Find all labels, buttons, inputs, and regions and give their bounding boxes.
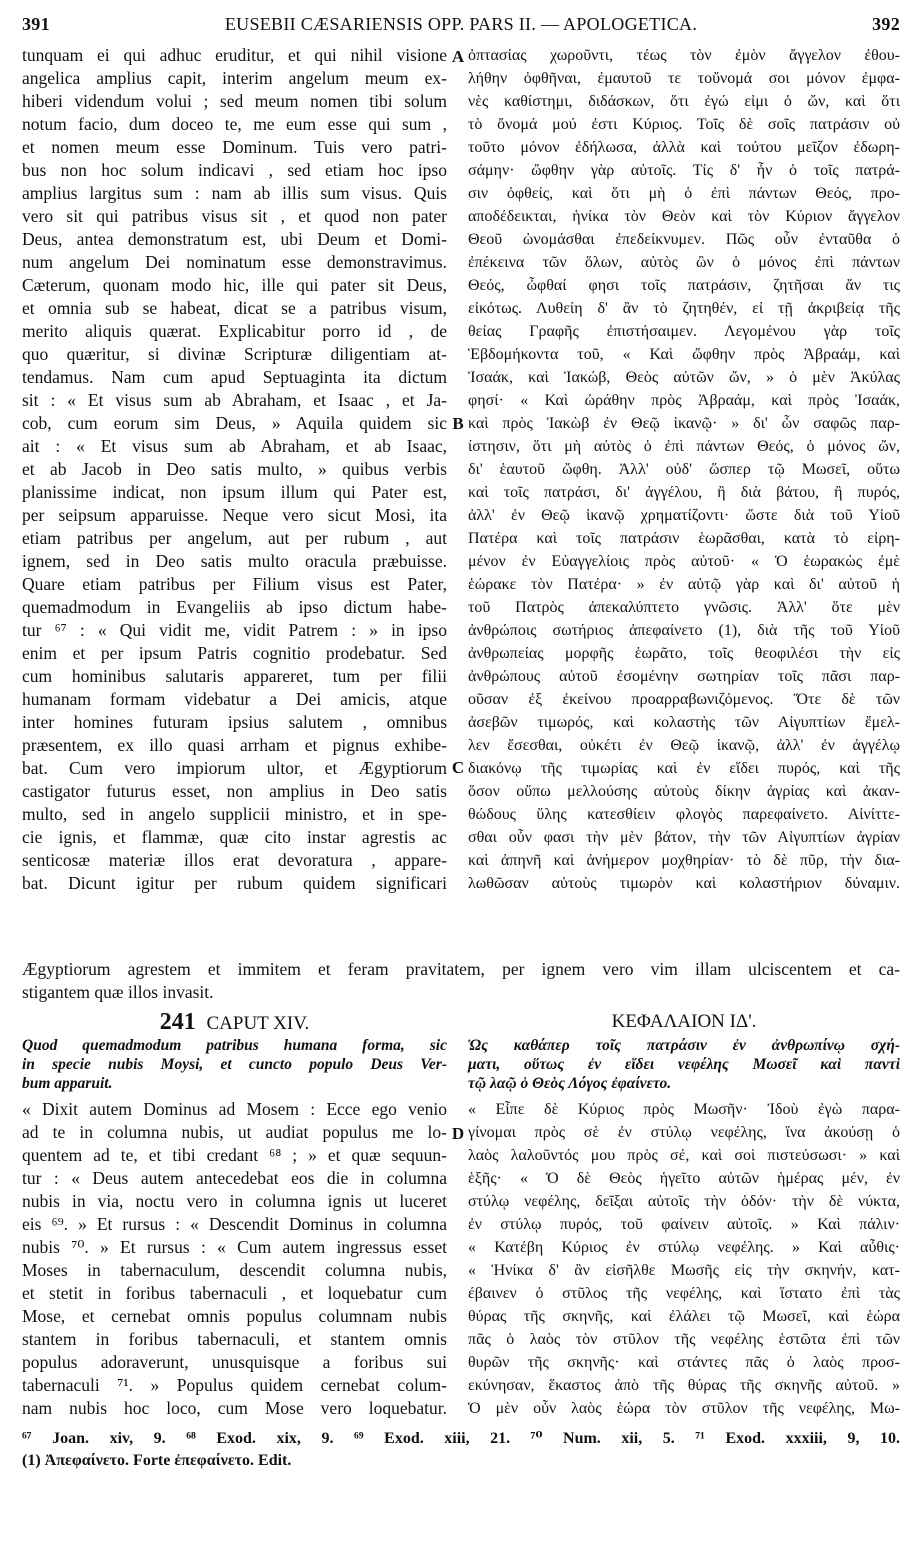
text-line: nam nubis hoc loco, cum Mose vero loquebatur. [22,1398,447,1418]
text-line: tur ⁶⁷ : « Qui vidit me, vidit Patrem : » in ipso [22,620,447,640]
full-width-line: Ægyptiorum agrestem et immitem et feram pravitatem, per ignem vero vim illam ulciscentem et ca- [22,959,900,979]
text-line: Moses in tabernaculum, descendit columna nubis, [22,1260,447,1280]
column-number: 241 [159,1009,196,1035]
text-line: μένον ἐν Εὐαγγελίοις πρὸς αὐτοῦ· « Ὁ ἑωρακὼς ἐμὲ [468,553,900,570]
latin-column-upper [22,44,447,895]
text-line: tur : « Deus autem antecedebat eos die in columna [22,1168,447,1188]
text-line: ἑώρακε τὸν Πατέρα· » ἐν αὐτῷ γὰρ καὶ δι' αὐτοῦ ἡ [468,576,900,593]
text-line: « Κατέβη Κύριος ἐν στύλῳ νεφέλης. » Καὶ αὖθις· [468,1239,900,1256]
text-line: cob, cum eorum sim Deus, » Aquila quidem sic [22,413,447,433]
text-line: quo quæritur, si divinæ Scripturæ diligentiam at- [22,344,447,364]
subtitle-line: ματι, οὕτως ἐν εἴδει νεφέλης Μωσεῖ καὶ παντὶ [468,1056,900,1073]
text-line: cie ignis, et flammæ, quæ cito instar agrestis ac [22,827,447,847]
text-line: « Εἶπε δὲ Κύριος πρὸς Μωσῆν· Ἰδοὺ ἐγὼ παρα- [468,1101,900,1118]
section-letter-a: A [451,47,465,66]
text-line: senticosæ materiæ illos erat devoratura , appare- [22,850,447,870]
full-width-line: stigantem quæ illos invasit. [22,982,214,1002]
text-line: καὶ πρὸς Ἰακὼβ ἐν Θεῷ ἱκανῷ· » δι' ὧν σαφῶς παρ- [468,415,900,432]
greek-column-upper [468,44,900,895]
text-line: bus non hoc solum indicavi , sed etiam hoc ipso [22,160,447,180]
section-letter-d: D [451,1124,465,1143]
text-line: τὸ ὄνομά μού ἐστι Κύριος. Τοῖς δὲ σοῖς πατράσιν οὐ [468,116,900,133]
text-line: bat. Dicunt igitur per rubum quidem significari [22,873,447,893]
text-line: stantem in foribus tabernaculi, et stantem omnis [22,1329,447,1349]
text-line: notum facio, dum doceo te, me eum esse qui sum , [22,114,447,134]
text-line: εκύνησαν, ἕκαστος ἀπὸ τῆς θύρας τῆς σκηνῆς αὐτοῦ. » [468,1377,900,1394]
text-line: quemadmodum in Evangeliis ab ipso dictum habe- [22,597,447,617]
section-letter-c: C [451,758,465,777]
text-line: οῦσαν ἐξ ἐκείνου προαρραβωνιζόμενος. Ὅτε δὲ τῶν [468,691,900,708]
text-line: num angelum Dei nominatum esse demonstravimus. [22,252,447,272]
text-line: castigator futurus esset, non amplius in Deo satis [22,781,447,801]
text-line: σάμην· ὤφθην γὰρ αὐτοῖς. Τίς δ' ἦν ὁ τοῖς πατρά- [468,162,900,179]
text-line: inter homines futuram ipsius salutem , omnibus [22,712,447,732]
text-line: θώδους ὕλης κατεσθίειν φλογὸς παρεφαίνετο. Αἰνίττε- [468,806,900,823]
text-line: Quare etiam patribus per Filium visus est Pater, [22,574,447,594]
subtitle-line: in specie nubis Moysi, et cuncto populo Deus Ver- [22,1056,447,1073]
chapter-title-greek: ΚΕΦΑΛΑΙΟΝ ΙΔ'. [611,1011,757,1032]
text-line: etiam patribus per angelum, aut per rubum , aut [22,528,447,548]
text-line: ὅσον οὔπω μελλούσης αὐτοὺς δίκην ἀγρίας καὶ ἀκαν- [468,783,900,800]
text-line: πᾶς ὁ λαὸς τὸν στῦλον τῆς νεφέλης ἑστῶτα ἐπὶ τῶν [468,1331,900,1348]
text-line: tendamus. Nam cum apud Septuaginta ita dictum [22,367,447,387]
text-line: merito aliquis quærat. Explicabitur porro id , de [22,321,447,341]
text-line: sit : « Et visus sum ab Abraham, et Isaac , et Ja- [22,390,447,410]
text-line: Θεός, ὦφθαί φησι τοῖς πατράσιν, ζητῆσαι ἄν τις [468,277,900,294]
text-line: δι' ἑαυτοῦ ὤφθη. Ἀλλ' οὐδ' ὥσπερ τῷ Μωσεῖ, οὕτω [468,461,900,478]
chapter-title: CAPUT XIV. [206,1013,310,1034]
subtitle-line: Quod quemadmodum patribus humana forma, sic [22,1037,447,1054]
text-line: nubis in via, noctu vero in columna ignis ut luceret [22,1191,447,1211]
text-line: « Dixit autem Dominus ad Mosem : Ecce ego venio [22,1099,447,1119]
text-line: φησί· « Καὶ ὠράθην πρὸς Ἀβραάμ, καὶ πρὸς Ἰσαάκ, [468,392,900,409]
text-line: Ἑβδομήκοντα τοῦ, « Καὶ ὤφθην πρὸς Ἀβραάμ, καὶ [468,346,900,363]
chapter-subtitle [22,1036,447,1093]
page-number-left: 391 [22,14,50,34]
text-line: « Ἡνίκα δ' ἂν εἰσῆλθε Μωσῆς εἰς τὴν σκηνήν, κατ- [468,1262,900,1279]
text-line: σιν ὀφθείς, καὶ ὅτι μὴ ὁ ἐπὶ πάντων Θεός, προ- [468,185,900,202]
text-line: καὶ τοῖς πατράσι, δι' ἀγγέλου, ἢ διὰ βάτου, ἢ πυρός, [468,484,900,501]
text-line: λήθην ὀφθῆναι, ἐμαυτοῦ τε τοὔνομά σοι μόνον ἐμφα- [468,70,900,87]
text-line: et ab Jacob in Deo satis multo, » quibus verbis [22,459,447,479]
text-line: cum hominibus salutaris appareret, tum per filii [22,666,447,686]
text-line: quentem ad te, et tibi credant ⁶⁸ ; » et quæ sequun- [22,1145,447,1165]
subtitle-line: Ὡς καθάπερ τοῖς πατράσιν ἐν ἀνθρωπίνῳ σχή- [468,1037,900,1054]
text-line: præsentem, ex illo quasi arrham et pignus exhibe- [22,735,447,755]
latin-column-lower [22,1098,447,1420]
text-line: Ὁ μὲν οὖν λαὸς ἑώρα τὸν στῦλον τῆς νεφέλης, Μω- [468,1400,900,1417]
text-line: ἐπέκεινα τῶν ὅλων, αὐτὸς ὢν ὁ μόνος ἐπὶ πάντων [468,254,900,271]
page-number-right: 392 [872,14,900,34]
page-header [22,6,900,36]
section-letter-b: B [452,414,464,433]
footnote-line: ⁶⁷ Joan. xiv, 9. ⁶⁸ Exod. xix, 9. ⁶⁹ Exod. xiii, 21. ⁷⁰ Num. xii, 5. ⁷¹ Exod. xxxiii, 9, 10. [22,1430,900,1447]
text-line: et omnia sub se habeat, dicat se a patribus visum, [22,298,447,318]
subtitle-line: bum apparuit. [22,1075,113,1092]
text-line: έβαινεν ὁ στῦλος τῆς νεφέλης, καὶ ἵστατο ἐπὶ τὰς [468,1285,900,1302]
text-line: nubis ⁷⁰. » Et rursus : « Cum autem ingressus esset [22,1237,447,1257]
text-line: τοῦ Πατρὸς ἀπεκαλύπτετο γνῶσις. Ἀλλ' ὅτε μὲν [468,599,900,616]
text-line: γίνομαι πρὸς σὲ ἐν στύλῳ νεφέλης, ἵνα ἀκούσῃ ὁ [468,1124,900,1141]
text-line: Πατέρα καὶ τοῖς πατράσιν ἑωρᾶσθαι, κατὰ τὸ εἰρη- [468,530,900,547]
text-line: θυρῶν τῆς σκηνῆς· καὶ στάντες πᾶς ὁ λαὸς προσ- [468,1354,900,1371]
chapter-latin-heading [22,1008,447,1093]
text-line: τοῦτο μόνον ἐδήλωσα, ἀλλὰ καὶ τούτου μεῖζον ἐδωρη- [468,139,900,156]
text-line: humanam formam videbatur a Dei amicis, atque [22,689,447,709]
text-line: ἐν στύλῳ πυρός, τοῦ φαίνειν αὐτοῖς. » Καὶ πάλιν· [468,1216,900,1233]
chapter-greek-heading [468,1008,900,1093]
text-line: ἑξῆς· « Ὁ δὲ Θεὸς ἡγεῖτο αὐτῶν ἡμέρας μέν, ἐν [468,1170,900,1187]
text-line: ἀνθρώπους αὐτοῦ ἐσομένην σωτηρίαν τοῖς πᾶσι παρ- [468,668,900,685]
text-line: αποδέδεικται, ἡνίκα τὸν Θεὸν καὶ τὸν Κύριον ἄγγελον [468,208,900,225]
text-line: διακόνῳ τῆς τιμωρίας καὶ ἐν εἴδει πυρός, καὶ τῆς [468,760,900,777]
text-line: tabernaculi ⁷¹. » Populus quidem cernebat colum- [22,1375,447,1395]
text-line: et stetit in foribus tabernaculi , et loquebatur cum [22,1283,447,1303]
text-line: ἀσεβῶν τιμωρός, καὶ κολαστὴς τῶν Αἰγυπτίων ἔμελ- [468,714,900,731]
text-line: enim et per ipsum Patris cognitio prodebatur. Sed [22,643,447,663]
text-line: λωθῶσαν αὐτοὺς τιμωρὸν καὶ κολαστήριον δύναμιν. [468,875,900,892]
text-line: multo, sed in angelo supplicii ministro, et in spe- [22,804,447,824]
text-line: ἀλλ' ἐν Θεῷ ἱκανῷ χρηματίζοντι· ὥστε διὰ τοῦ Υἱοῦ [468,507,900,524]
text-line: θύρας τῆς σκηνῆς, καὶ ἐλάλει τῷ Μωσεῖ, καὶ ἑώρα [468,1308,900,1325]
text-line: Cæterum, quonam modo hic, ille qui pater sit Deus, [22,275,447,295]
text-line: λεν ἔσεσθαι, οὐκέτι ἐν Θεῷ ἱκανῷ, ἀλλ' ἐν ἀγγέλῳ [468,737,900,754]
text-line: Θεοῦ ὠνομάσθαι ἐπεδείκνυμεν. Πῶς οὖν ἐνταῦθα ὁ [468,231,900,248]
text-line: hiberi videndum volui ; sed meum nomen tibi solum [22,91,447,111]
text-line: amplius largitus sum : nam ab illis sum visus. Quis [22,183,447,203]
text-line: καὶ ἀπηνῆ καὶ ἀνήμερον μοχθηρίαν· τὸ δὲ πῦρ, τὴν δια- [468,852,900,869]
footnotes [22,1428,900,1472]
text-line: ἀνθρώποις σωτήριος ἀπεφαίνετο (1), διὰ τῆς τοῦ Υἱοῦ [468,622,900,639]
greek-column-lower [468,1098,900,1420]
text-line: et nomen meum esse Dominum. Tuis vero patri- [22,137,447,157]
footnote-line: (1) Ἀπεφαίνετο. Forte ἐπεφαίνετο. Edit. [22,1452,292,1469]
text-line: ίστησιν, ὅτι μὴ αὐτὸς ὁ ἐπὶ πάντων Θεός, ὁ μόνος ὤν, [468,438,900,455]
text-line: σθαι οὖν φασι τὴν μὲν βάτον, τὴν τῶν Αἰγυπτίων ἀγρίαν [468,829,900,846]
text-line: ἀνθρωπείας μορφῆς ἑωρᾶτο, τοῖς θεοφιλέσι τὴν εἰς [468,645,900,662]
text-line: λαὸς λαλοῦντός μου πρὸς σέ, καὶ σοὶ πιστεύσωσι· » καὶ [468,1147,900,1164]
subtitle-line: τῷ λαῷ ὁ Θεὸς Λόγος ἐφαίνετο. [468,1075,672,1092]
chapter-subtitle-greek [468,1036,900,1093]
text-line: Deus, antea demonstratum est, ubi Deum et Domi- [22,229,447,249]
text-line: Mose, et cernebat omnis populus columnam nubis [22,1306,447,1326]
text-line: θείας Γραφῆς ἐπιστήσαιμεν. Λεγομένου γὰρ τοῖς [468,323,900,340]
text-line: ignem, sed in Deo satis multo oracula præbuisse. [22,551,447,571]
page [22,0,900,1553]
text-line: ait : « Et visus sum ab Abraham, et ab Isaac, [22,436,447,456]
running-title: EUSEBII CÆSARIENSIS OPP. PARS II. — APOLOGETICA. [224,14,698,34]
text-line: νὲς καθίστημι, διδάσκων, ὅτι ἐγώ εἰμι ὁ ὤν, καὶ ὅτι [468,93,900,110]
text-line: angelica amplius capit, interim angelum meum ex- [22,68,447,88]
text-line: Ἰσαάκ, καὶ Ἰακώβ, Θεὸς αὐτῶν ὤν, » ὁ μὲν Ἀκύλας [468,369,900,386]
text-line: eis ⁶⁹. » Et rursus : « Descendit Dominus in columna [22,1214,447,1234]
text-line: ὀπτασίας χωροῦντι, τέως τὸν ἐμὸν ἄγγελον ἐθου- [468,47,900,64]
text-line: planissime indicat, non ipsum illum qui Pater est, [22,482,447,502]
text-line: στύλῳ νεφέλης, δεῖξαι αὐτοῖς τὴν ὁδόν· τὴν δὲ νύκτα, [468,1193,900,1210]
text-line: populus adoraverunt, unusquisque a foribus sui [22,1352,447,1372]
text-line: ad te in columna nubis, ut audiat populus me lo- [22,1122,447,1142]
text-line: per seipsum apparuisse. Neque vero sicut Mosi, ita [22,505,447,525]
text-line: vero sit qui patribus visus sit , et quod non pater [22,206,447,226]
text-line: tunquam ei qui adhuc eruditur, et qui nihil visione [22,45,447,65]
text-line: bat. Cum vero impiorum ultor, et Ægyptiorum [22,758,447,778]
text-line: εἰκότως. Λυθείη δ' ἂν τὸ ζητηθέν, εἰ τῇ ἀκριβείᾳ τῆς [468,300,900,317]
